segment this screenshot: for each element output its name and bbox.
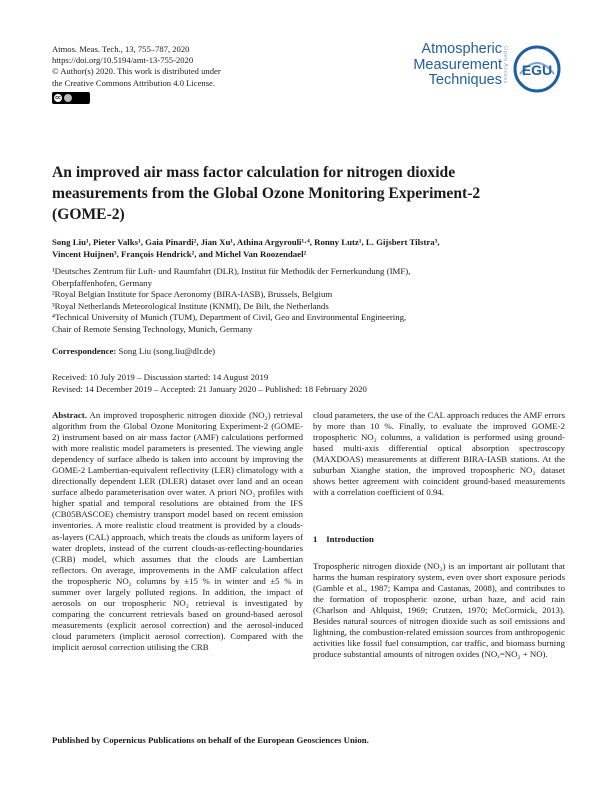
affiliation-line: ²Royal Belgian Institute for Space Aeronomy (BIRA-IASB), Brussels, Belgium xyxy=(52,289,333,300)
affiliation-line: ¹Deutsches Zentrum für Luft- und Raumfahrt (DLR), Institut für Methodik der Fernerkundung (IMF), xyxy=(52,266,411,276)
egu-logo-label: EGU xyxy=(521,62,553,78)
logo-line-1: Atmospheric xyxy=(421,41,502,57)
affiliation-line: ⁴Technical University of Munich (TUM), Department of Civil, Geo and Environmental Engineering, xyxy=(52,312,407,323)
authors-line-1: Song Liu¹, Pieter Valks¹, Gaia Pinardi², Jian Xu¹, Athina Argyrouli¹·⁴, Ronny Lutz¹, L. Gijsbert Tilstra³, xyxy=(52,237,440,247)
publisher-footer: Published by Copernicus Publications on behalf of the European Geosciences Union. xyxy=(52,735,369,745)
abstract-text: An improved tropospheric nitrogen dioxide (NO₂) retrieval algorithm from the Global Ozone Monitoring Experiment-2 (GOME-2) instrument based on air mass factor (AMF) calculations performed with more realistic model parameters is presented. The viewing angle dependency of surface albedo is taken into account by improving the GOME-2 Lambertian-equivalent reflectivity (LER) climatology with a directionally dependent LER (DLER) dataset over land and an ocean surface albedo parameterisation over water. A priori NO₂ profiles with higher spatial and temporal resolutions are obtained from the IFS (CB05BASCOE) chemistry transport model based on recent emission inventories. A more realistic cloud treatment is provided by a clouds-as-layers (CAL) approach, which treats the clouds as uniform layers of water droplets, instead of the current clouds-as-reflecting-boundaries (CRB) model, which assumes that the clouds are Lambertian reflectors. On average, improvements in the AMF calculation affect the tropospheric NO₂ columns by ±15 % in winter and ±5 % in summer over largely polluted regions. In addition, the impact of aerosols on our tropospheric NO₂ retrieval is investigated by comparing the concurrent retrievals based on ground-based aerosol measurements (explicit aerosol correction) and the aerosol-induced cloud parameters (implicit aerosol correction). Compared with the implicit aerosol correction utilising the CRB xyxy=(52,410,303,652)
publication-dates xyxy=(52,371,367,395)
journal-logo xyxy=(400,40,570,100)
revised-line: Revised: 14 December 2019 – Accepted: 21 January 2020 – Published: 18 February 2020 xyxy=(52,384,367,394)
cc-license-badge[interactable] xyxy=(52,92,90,104)
open-access-label: Open Access xyxy=(502,46,508,84)
egu-logo-icon xyxy=(512,44,562,94)
abstract-label: Abstract. xyxy=(52,410,87,420)
copyright-line: © Author(s) 2020. This work is distributed under xyxy=(52,66,221,77)
correspondence-email[interactable]: Song Liu (song.liu@dlr.de) xyxy=(118,346,216,356)
affiliation-line: ³Royal Netherlands Meteorological Institute (KNMI), De Bilt, the Netherlands xyxy=(52,300,329,311)
abstract-continued: cloud parameters, the use of the CAL approach reduces the AMF errors by more than 10 %. Finally, to evaluate the improved GOME-2 tropospheric NO₂ columns, a validation is performed using ground-based multi-axis differential optical absorption spectroscopy (MAXDOAS) measurements at different BIRA-IASB stations. At the suburban Xianghe station, the improved tropospheric NO₂ dataset shows better agreement with coincident ground-based measurements with a correlation coefficient of 0.94. xyxy=(313,410,565,498)
abstract-left-column xyxy=(52,410,303,653)
logo-line-2: Measurement xyxy=(413,56,502,73)
abstract-right-column xyxy=(313,410,565,498)
license-line: the Creative Commons Attribution 4.0 License. xyxy=(52,77,216,88)
author-list xyxy=(52,236,552,260)
affiliations xyxy=(52,266,552,336)
logo-line-3: Techniques xyxy=(428,72,502,88)
article-header-meta xyxy=(52,44,221,89)
correspondence xyxy=(52,346,215,356)
affiliation-line: Oberpfaffenhofen, Germany xyxy=(52,277,152,288)
journal-citation: Atmos. Meas. Tech., 13, 755–787, 2020 xyxy=(52,44,190,54)
doi-link[interactable]: https://doi.org/10.5194/amt-13-755-2020 xyxy=(52,55,194,66)
authors-line-2: Vincent Huijnen³, François Hendrick², and Michel Van Roozendael² xyxy=(52,249,307,259)
received-line: Received: 10 July 2019 – Discussion started: 14 August 2019 xyxy=(52,372,269,382)
affiliation-line: Chair of Remote Sensing Technology, Munich, Germany xyxy=(52,323,253,334)
correspondence-label: Correspondence: xyxy=(52,346,117,356)
introduction-text xyxy=(313,561,565,660)
journal-logo-text xyxy=(400,42,502,89)
section-heading-introduction: 1 Introduction xyxy=(313,534,374,544)
paper-title: An improved air mass factor calculation for nitrogen dioxide measurements from the Global Ozone Monitoring Experiment-2 (GOME-2) xyxy=(52,164,481,223)
by-icon xyxy=(64,94,72,102)
cc-icon: cc xyxy=(55,95,61,101)
introduction-paragraph: Tropospheric nitrogen dioxide (NO₂) is an important air pollutant that harms the human respiratory system, even over short exposure periods (Gamble et al., 1987; Kampa and Castanas, 2008), and contributes to the formation of tropospheric ozone, urban haze, and acid rain (Charlson and Ahlquist, 1969; Crutzen, 1970; McCormick, 2013). Besides natural sources of nitrogen dioxide such as soil emissions and lightning, the combustion-related emission sources from anthropogenic activities like fossil fuel consumption, car traffic, and biomass burning produce substantial amounts of nitrogen oxides (NOₓ=NO₂ + NO). xyxy=(313,561,565,660)
